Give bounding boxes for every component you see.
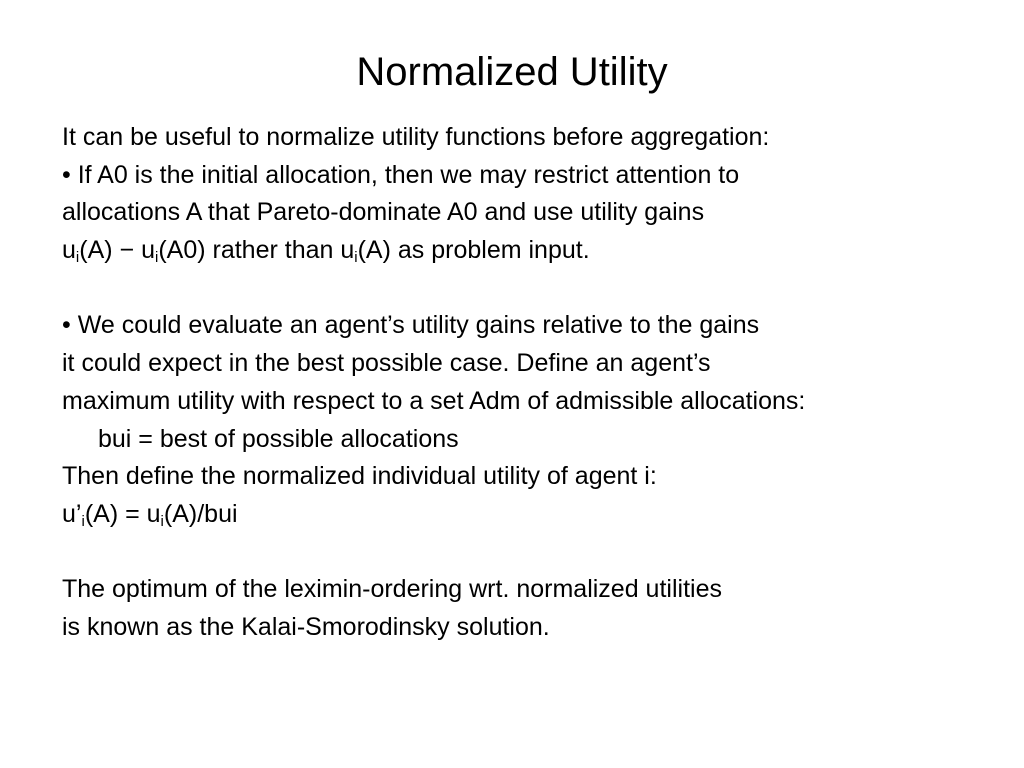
- bullet2-line4: Then define the normalized individual utility of agent i:: [62, 462, 657, 491]
- formula-text: u: [62, 236, 76, 265]
- formula-subscript: i: [354, 249, 358, 267]
- normalized-utility-formula: [62, 496, 1002, 534]
- formula-text: (A) = u: [84, 499, 161, 528]
- bullet2-line1: • We could evaluate an agent’s utility gains relative to the gains: [62, 311, 760, 340]
- paragraph-spacer: [62, 534, 1002, 572]
- bullet1-line1: • If A0 is the initial allocation, then we may restrict attention to: [62, 160, 740, 189]
- intro-line: It can be useful to normalize utility functions before aggregation:: [62, 123, 770, 151]
- bullet2-line3: maximum utility with respect to a set Adm of admissible allocations:: [62, 386, 806, 415]
- formula-subscript: i: [160, 512, 164, 530]
- formula-text: (A) as problem input.: [357, 236, 590, 265]
- slide-body: [62, 119, 1002, 647]
- conclusion-line2: is known as the Kalai-Smorodinsky solution.: [62, 612, 550, 641]
- paragraph-spacer: [62, 270, 1002, 308]
- formula-subscript: i: [81, 512, 85, 530]
- bullet1-line2: allocations A that Pareto-dominate A0 and use utility gains: [62, 198, 705, 227]
- bullet2-line2: it could expect in the best possible case. Define an agent’s: [62, 349, 711, 378]
- formula-text: (A)/bui: [163, 499, 238, 528]
- utility-gain-formula: [62, 232, 1002, 270]
- formula-subscript: i: [154, 249, 159, 267]
- slide-title: Normalized Utility: [356, 50, 668, 94]
- formula-text: u’: [62, 499, 82, 528]
- formula-text: (A) − u: [79, 236, 155, 265]
- bui-definition: bui = best of possible allocations: [98, 424, 459, 453]
- conclusion-line1: The optimum of the leximin-ordering wrt. normalized utilities: [62, 575, 722, 604]
- formula-text: (A0) rather than u: [158, 236, 355, 265]
- formula-subscript: i: [75, 249, 80, 267]
